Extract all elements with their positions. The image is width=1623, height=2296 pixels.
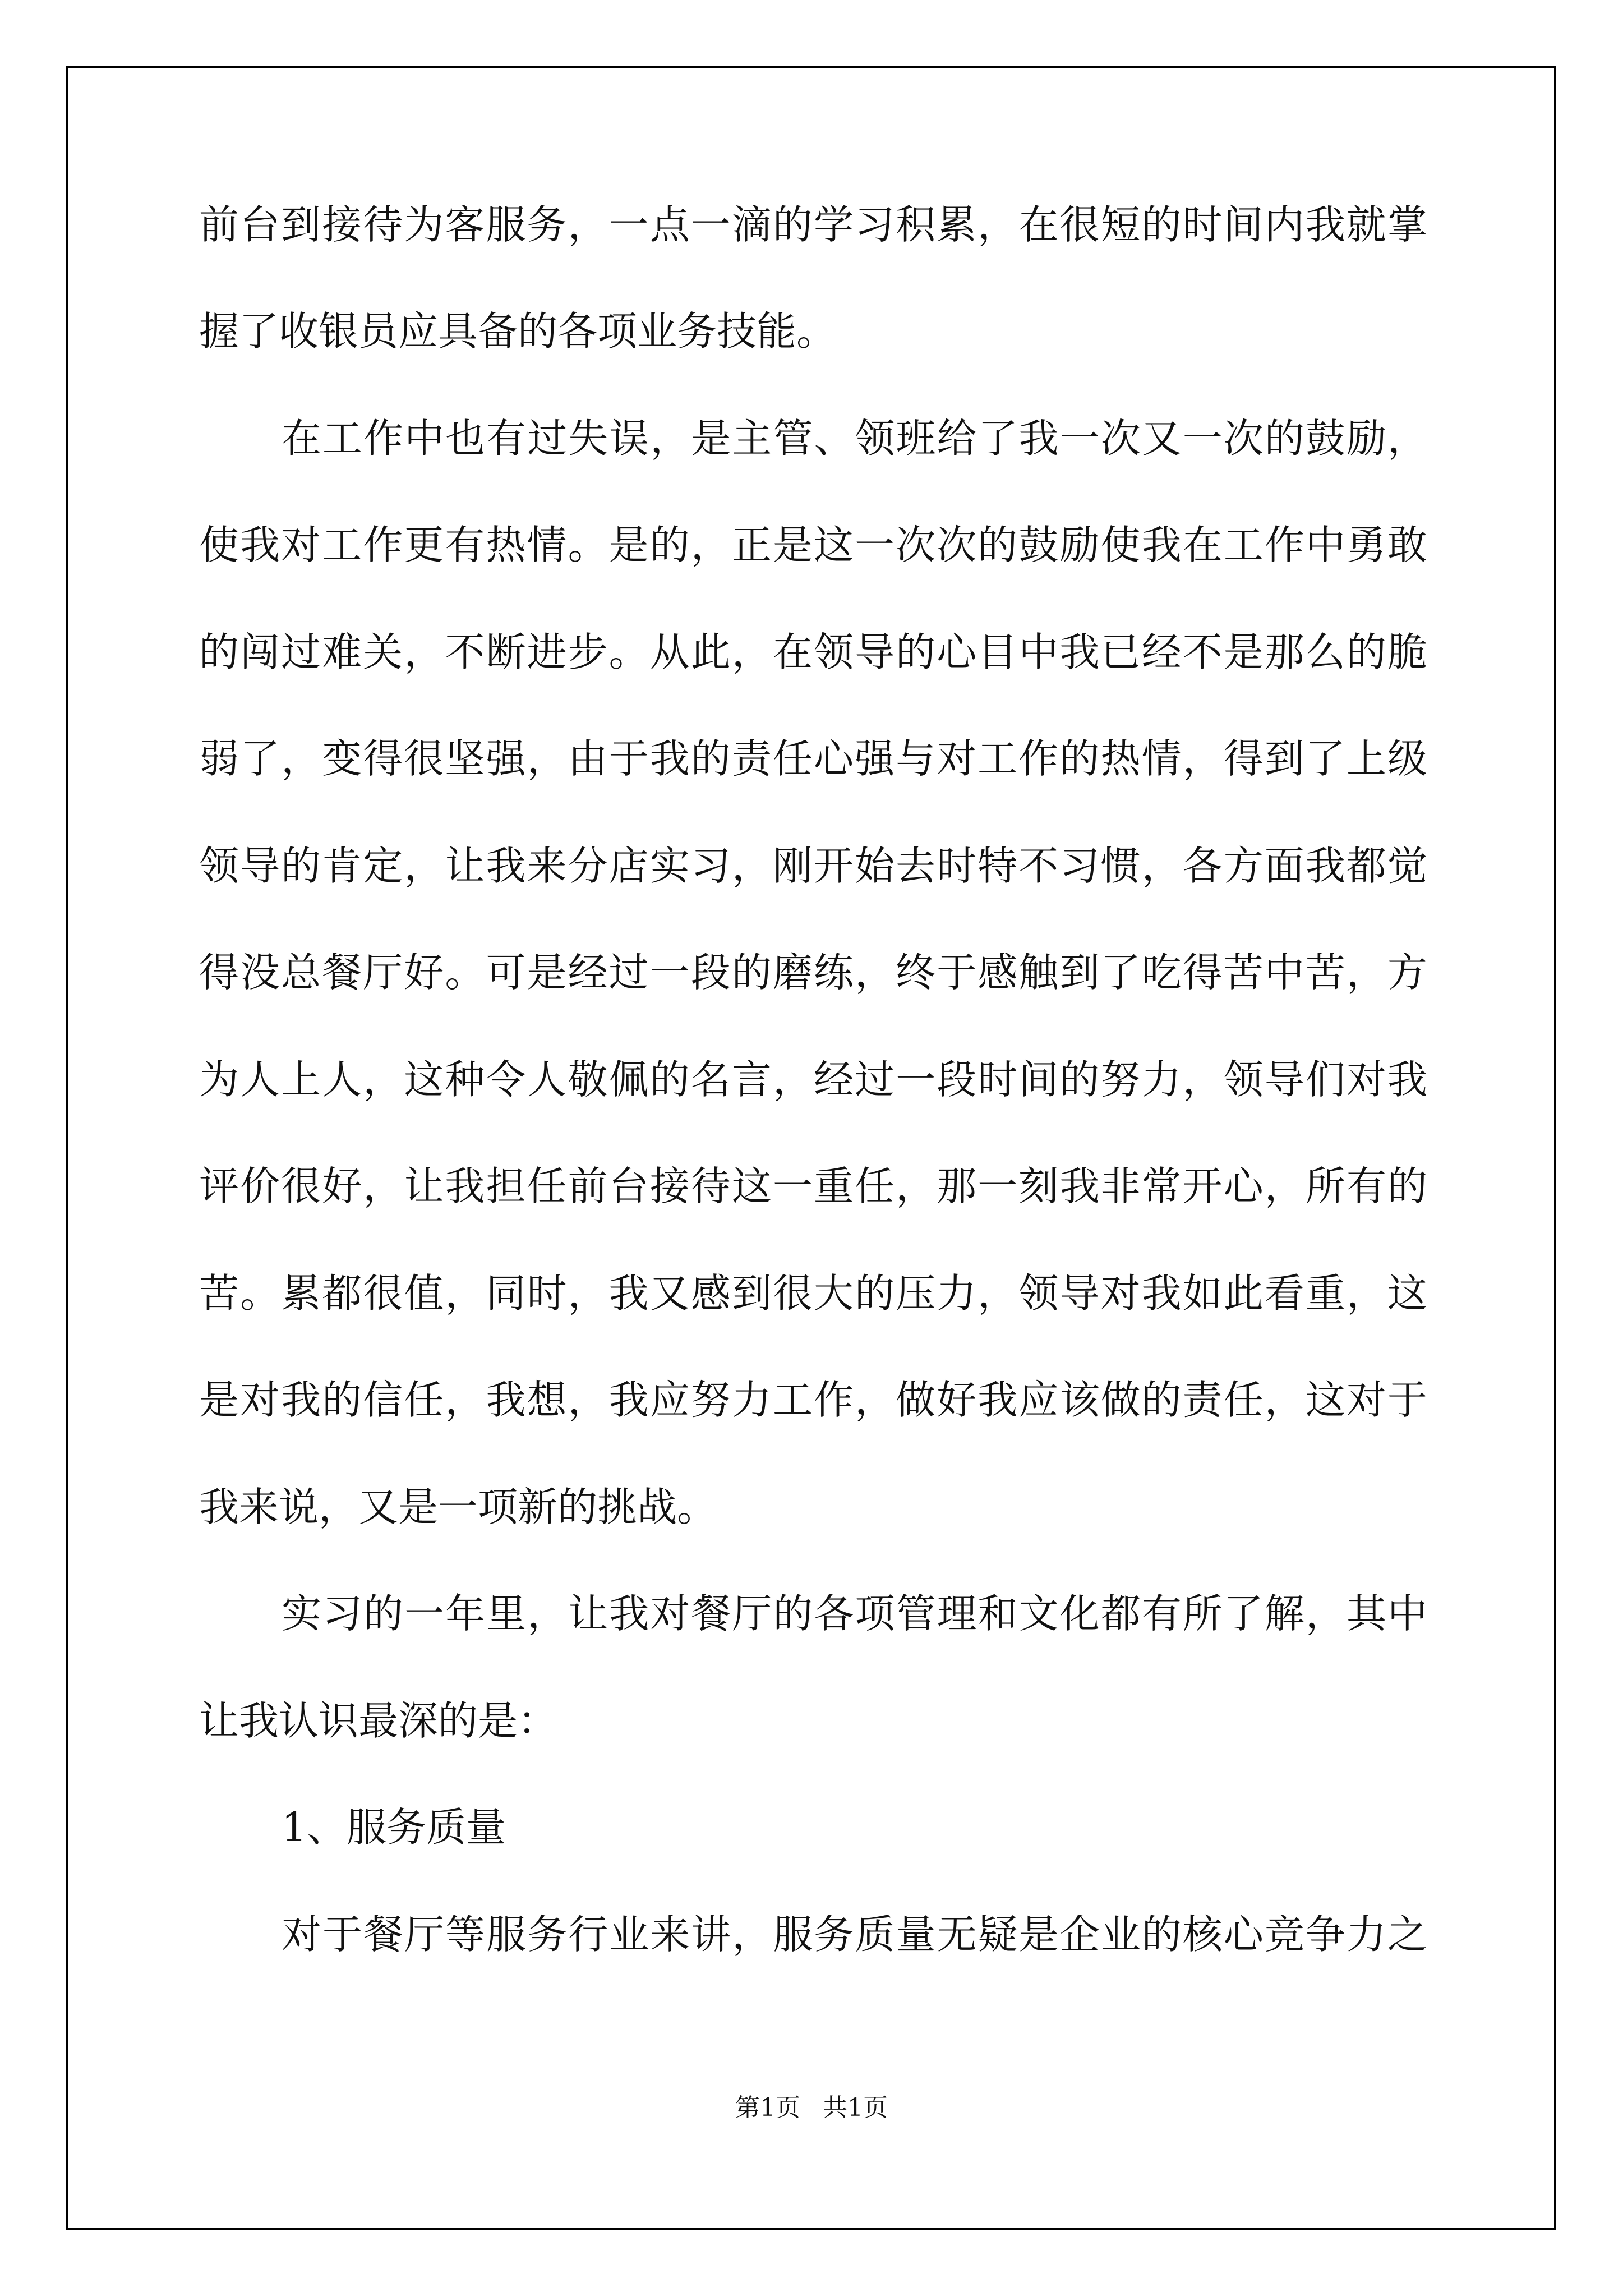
text-line: 为人上人，这种令人敬佩的名言，经过一段时间的努力，领导们对我 xyxy=(199,1056,1427,1103)
text-line: 对于餐厅等服务行业来讲，服务质量无疑是企业的核心竞争力之 xyxy=(282,1911,1427,1958)
text-line: 实习的一年里，让我对餐厅的各项管理和文化都有所了解，其中 xyxy=(282,1590,1427,1637)
text-line: 握了收银员应具备的各项业务技能。 xyxy=(199,308,837,355)
text-line: 我来说，又是一项新的挑战。 xyxy=(199,1484,717,1530)
text-line: 领导的肯定，让我来分店实习，刚开始去时特不习惯，各方面我都觉 xyxy=(199,843,1427,889)
text-line: 弱了，变得很坚强，由于我的责任心强与对工作的热情，得到了上级 xyxy=(199,735,1427,782)
text-line: 的闯过难关，不断进步。从此，在领导的心目中我已经不是那么的脆 xyxy=(199,629,1427,675)
text-line: 评价很好，让我担任前台接待这一重任，那一刻我非常开心，所有的 xyxy=(199,1163,1427,1209)
text-line: 让我认识最深的是： xyxy=(199,1697,558,1744)
text-line: 使我对工作更有热情。是的，正是这一次次的鼓励使我在工作中勇敢 xyxy=(199,522,1427,568)
page-total: 共1页 xyxy=(823,2093,888,2122)
page-border xyxy=(66,66,1556,2230)
page-number: 第1页 xyxy=(735,2093,800,2122)
text-line: 前台到接待为客服务，一点一滴的学习积累，在很短的时间内我就掌 xyxy=(199,201,1427,248)
text-line: 苦。累都很值，同时，我又感到很大的压力，领导对我如此看重，这 xyxy=(199,1270,1427,1317)
text-line: 得没总餐厅好。可是经过一段的磨练，终于感触到了吃得苦中苦，方 xyxy=(199,949,1427,996)
page-footer xyxy=(0,2091,1623,2125)
text-line: 是对我的信任，我想，我应努力工作，做好我应该做的责任，这对于 xyxy=(199,1377,1427,1423)
text-line: 在工作中也有过失误，是主管、领班给了我一次又一次的鼓励， xyxy=(282,415,1427,462)
section-heading: 1、服务质量 xyxy=(282,1804,506,1851)
